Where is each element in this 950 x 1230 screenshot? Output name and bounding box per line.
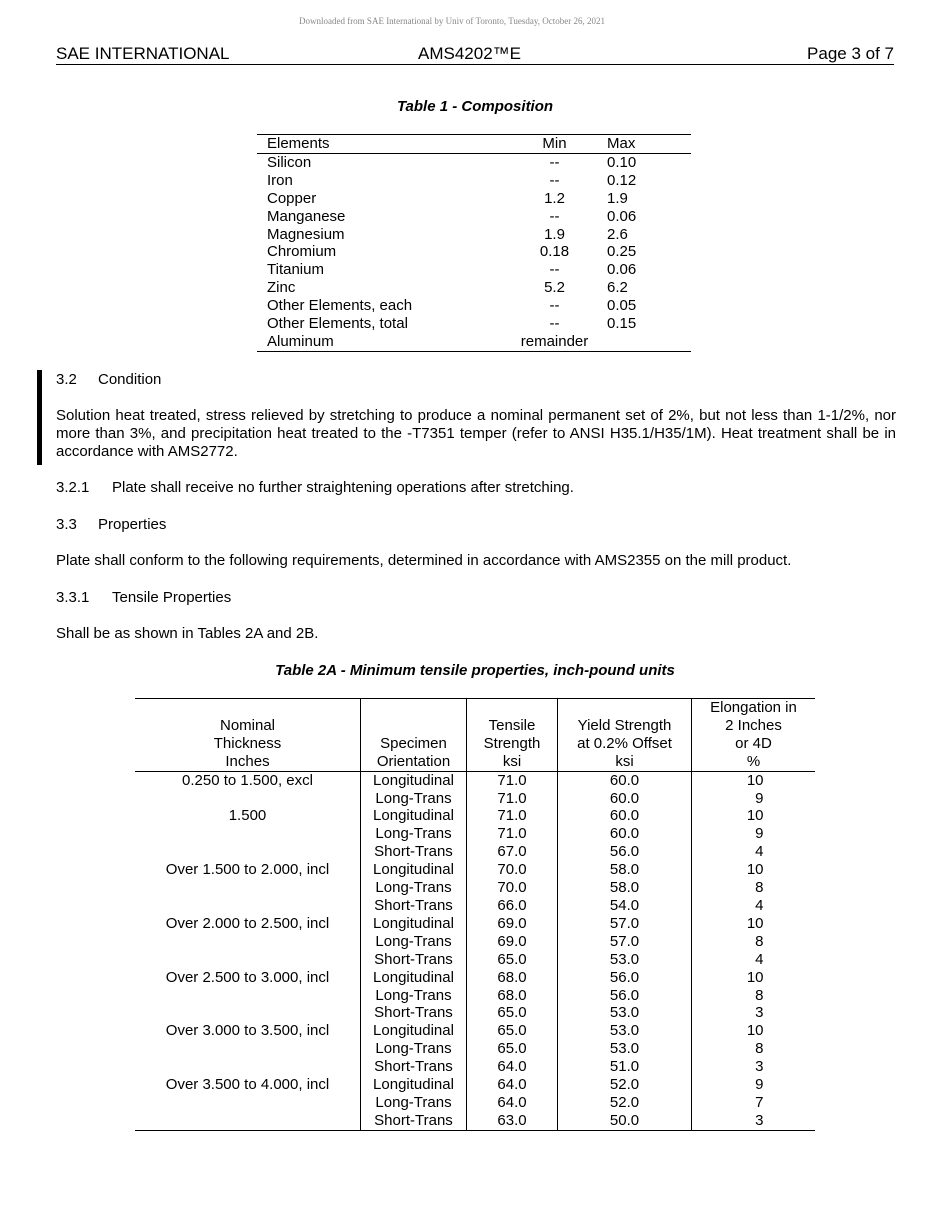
specimen-orientation: Longitudinal (361, 807, 467, 825)
tensile-strength: 69.0 (467, 933, 558, 951)
composition-row (257, 153, 691, 171)
elongation-value: 9 (755, 825, 764, 843)
tensile-strength: 64.0 (467, 1094, 558, 1112)
elongation (692, 1112, 816, 1130)
tensile-row (135, 790, 815, 808)
elongation (692, 987, 816, 1005)
elongation (692, 879, 816, 897)
tensile-row (135, 933, 815, 951)
tensile-row (135, 771, 815, 789)
tensile-row (135, 969, 815, 987)
max-value: 0.12 (607, 171, 637, 189)
specimen-orientation: Short-Trans (361, 1112, 467, 1130)
elongation-value: 10 (746, 861, 764, 879)
tensile-strength: 70.0 (467, 861, 558, 879)
max-value: 0.05 (607, 297, 637, 315)
elongation (692, 933, 816, 951)
element-name: Other Elements, each (267, 297, 413, 315)
composition-row (257, 333, 691, 351)
thickness-range (135, 933, 361, 951)
elongation-value: 10 (746, 771, 764, 789)
thickness-range: Over 3.000 to 3.500, incl (165, 1022, 330, 1040)
max-value: 2.6 (607, 225, 628, 243)
yield-strength: 58.0 (558, 861, 692, 879)
elongation-value: 9 (755, 789, 764, 807)
max-value: 0.15 (607, 315, 637, 333)
section-3-3-text: Plate shall conform to the following requirements, determined in accordance with AMS2355 on the mill product. (56, 552, 792, 569)
elongation-value: 4 (755, 896, 764, 914)
min-value: -- (549, 315, 560, 333)
document-number: AMS4202™E (418, 44, 521, 63)
section-3-3-heading (56, 516, 896, 534)
specimen-orientation: Longitudinal (361, 969, 467, 987)
thickness-range: Over 2.500 to 3.000, incl (165, 968, 330, 986)
composition-header-row (257, 135, 691, 154)
thickness-range: Over 3.500 to 4.000, incl (165, 1076, 330, 1094)
elongation (692, 861, 816, 879)
tensile-row (135, 1004, 815, 1022)
yield-strength: 60.0 (558, 807, 692, 825)
tensile-row (135, 897, 815, 915)
tensile-row (135, 1058, 815, 1076)
yield-strength: 51.0 (558, 1058, 692, 1076)
specimen-orientation: Short-Trans (361, 1058, 467, 1076)
composition-table (257, 134, 691, 352)
max-value: 0.10 (607, 153, 637, 171)
composition-row (257, 261, 691, 279)
yield-strength: 52.0 (558, 1076, 692, 1094)
specimen-orientation: Short-Trans (361, 843, 467, 861)
min-value: 0.18 (539, 243, 570, 261)
section-title: Condition (98, 371, 162, 388)
col-header-min: Min (542, 135, 567, 152)
yield-strength: 60.0 (558, 825, 692, 843)
tensile-strength: 68.0 (467, 969, 558, 987)
elongation (692, 969, 816, 987)
elongation-value: 3 (755, 1004, 764, 1022)
publisher-name: SAE INTERNATIONAL (56, 44, 230, 63)
elongation (692, 771, 816, 789)
yield-strength: 53.0 (558, 951, 692, 969)
col-header-thickness: Nominal Thickness Inches (135, 699, 361, 772)
min-value: 5.2 (544, 279, 565, 297)
section-number: 3.2.1 (56, 479, 90, 496)
composition-row (257, 208, 691, 226)
specimen-orientation: Long-Trans (361, 825, 467, 843)
min-value: remainder (520, 332, 589, 350)
composition-row (257, 315, 691, 333)
tensile-row (135, 1094, 815, 1112)
section-text: Plate shall receive no further straightening operations after stretching. (112, 479, 574, 496)
tensile-strength: 70.0 (467, 879, 558, 897)
section-title: Tensile Properties (112, 589, 232, 606)
elongation-value: 8 (755, 932, 764, 950)
tensile-strength: 65.0 (467, 1040, 558, 1058)
tensile-strength: 69.0 (467, 915, 558, 933)
tensile-row (135, 1022, 815, 1040)
section-3-2-1 (56, 479, 896, 497)
section-number: 3.2 (56, 371, 77, 388)
element-name: Iron (267, 171, 293, 189)
col-header-tensile: Tensile Strength ksi (467, 699, 558, 772)
tensile-row (135, 843, 815, 861)
tensile-strength: 64.0 (467, 1076, 558, 1094)
element-name: Titanium (267, 261, 324, 279)
thickness-range (135, 1112, 361, 1130)
min-value: -- (549, 261, 560, 279)
thickness-range (135, 987, 361, 1005)
tensile-row (135, 1040, 815, 1058)
yield-strength: 57.0 (558, 915, 692, 933)
elongation-value: 8 (755, 986, 764, 1004)
col-header-max: Max (607, 135, 636, 152)
tensile-row (135, 807, 815, 825)
specimen-orientation: Short-Trans (361, 1004, 467, 1022)
tensile-row (135, 861, 815, 879)
composition-row (257, 297, 691, 315)
section-number: 3.3.1 (56, 589, 90, 606)
thickness-range (135, 1058, 361, 1076)
element-name: Silicon (267, 153, 312, 171)
elongation (692, 915, 816, 933)
tensile-row (135, 951, 815, 969)
max-value: 0.06 (607, 207, 637, 225)
thickness-range: Over 2.000 to 2.500, incl (165, 914, 330, 932)
composition-row (257, 190, 691, 208)
yield-strength: 52.0 (558, 1094, 692, 1112)
yield-strength: 60.0 (558, 771, 692, 789)
elongation (692, 1076, 816, 1094)
yield-strength: 60.0 (558, 790, 692, 808)
tensile-strength: 71.0 (467, 807, 558, 825)
tensile-row (135, 879, 815, 897)
min-value: -- (549, 171, 560, 189)
element-name: Manganese (267, 207, 346, 225)
composition-row (257, 279, 691, 297)
element-name: Aluminum (267, 332, 334, 350)
elongation (692, 790, 816, 808)
elongation-value: 10 (746, 1022, 764, 1040)
elongation (692, 843, 816, 861)
thickness-range (135, 790, 361, 808)
elongation-value: 10 (746, 807, 764, 825)
max-value (597, 333, 691, 351)
min-value: -- (549, 297, 560, 315)
specimen-orientation: Long-Trans (361, 987, 467, 1005)
thickness-range (135, 843, 361, 861)
element-name: Magnesium (267, 225, 345, 243)
elongation (692, 1004, 816, 1022)
tensile-row (135, 1076, 815, 1094)
yield-strength: 50.0 (558, 1112, 692, 1130)
tensile-strength: 65.0 (467, 951, 558, 969)
change-bar (37, 370, 42, 465)
specimen-orientation: Long-Trans (361, 879, 467, 897)
elongation (692, 897, 816, 915)
element-name: Chromium (267, 243, 337, 261)
tensile-strength: 71.0 (467, 790, 558, 808)
specimen-orientation: Long-Trans (361, 790, 467, 808)
elongation (692, 1094, 816, 1112)
elongation-value: 7 (755, 1093, 764, 1111)
tensile-strength: 64.0 (467, 1058, 558, 1076)
max-value: 6.2 (607, 279, 628, 297)
yield-strength: 53.0 (558, 1004, 692, 1022)
col-header-elongation: Elongation in 2 Inches or 4D % (692, 699, 816, 772)
thickness-range: Over 1.500 to 2.000, incl (165, 861, 330, 879)
tensile-strength: 71.0 (467, 825, 558, 843)
specimen-orientation: Short-Trans (361, 951, 467, 969)
tensile-strength: 68.0 (467, 987, 558, 1005)
tensile-row (135, 987, 815, 1005)
elongation (692, 1040, 816, 1058)
min-value: -- (549, 207, 560, 225)
specimen-orientation: Longitudinal (361, 1076, 467, 1094)
thickness-range (135, 1094, 361, 1112)
thickness-range (135, 951, 361, 969)
tensile-row (135, 1112, 815, 1130)
tensile-strength: 67.0 (467, 843, 558, 861)
tensile-strength: 65.0 (467, 1004, 558, 1022)
elongation-value: 4 (755, 950, 764, 968)
tensile-row (135, 825, 815, 843)
section-3-2-text: Solution heat treated, stress relieved by stretching to produce a nominal permanent set of 2%, but not less than 1-1/2%, nor more than 3%, and precipitation heat treated to the -T7351 temper (refer to ANSI H35.1/H35/1M). Heat treatment shall be in accordance with AMS2772. (56, 407, 896, 460)
yield-strength: 56.0 (558, 843, 692, 861)
elongation-value: 8 (755, 1040, 764, 1058)
thickness-range: 0.250 to 1.500, excl (182, 771, 313, 789)
section-3-2-heading (56, 371, 896, 389)
yield-strength: 53.0 (558, 1040, 692, 1058)
elongation-value: 3 (755, 1111, 764, 1129)
section-3-3-1-text: Shall be as shown in Tables 2A and 2B. (56, 625, 319, 642)
section-title: Properties (98, 516, 167, 533)
specimen-orientation: Longitudinal (361, 861, 467, 879)
thickness-range (135, 825, 361, 843)
tensile-properties-table (135, 698, 815, 1131)
composition-row (257, 226, 691, 244)
tensile-strength: 71.0 (467, 771, 558, 789)
elongation (692, 825, 816, 843)
col-header-yield: Yield Strength at 0.2% Offset ksi (558, 699, 692, 772)
yield-strength: 58.0 (558, 879, 692, 897)
specimen-orientation: Longitudinal (361, 1022, 467, 1040)
thickness-range: 1.500 (228, 807, 267, 825)
elongation (692, 1058, 816, 1076)
elongation (692, 951, 816, 969)
min-value: 1.2 (544, 189, 565, 207)
elongation-value: 9 (755, 1076, 764, 1094)
min-value: -- (549, 153, 560, 171)
tensile-strength: 66.0 (467, 897, 558, 915)
elongation-value: 10 (746, 914, 764, 932)
elongation-value: 8 (755, 879, 764, 897)
section-number: 3.3 (56, 516, 77, 533)
table1-caption: Table 1 - Composition (396, 98, 554, 115)
page-number: Page 3 of 7 (807, 44, 894, 63)
tensile-header-row (135, 699, 815, 772)
col-header-elements: Elements (267, 135, 330, 152)
specimen-orientation: Long-Trans (361, 933, 467, 951)
elongation-value: 10 (746, 968, 764, 986)
section-3-3-1-heading (56, 589, 896, 607)
composition-row (257, 172, 691, 190)
element-name: Other Elements, total (267, 315, 408, 333)
max-value: 1.9 (607, 189, 628, 207)
yield-strength: 57.0 (558, 933, 692, 951)
max-value: 0.06 (607, 261, 637, 279)
thickness-range (135, 1040, 361, 1058)
composition-row (257, 243, 691, 261)
specimen-orientation: Long-Trans (361, 1094, 467, 1112)
yield-strength: 53.0 (558, 1022, 692, 1040)
yield-strength: 56.0 (558, 969, 692, 987)
specimen-orientation: Longitudinal (361, 771, 467, 789)
element-name: Zinc (267, 279, 296, 297)
download-notice: Downloaded from SAE International by Univ of Toronto, Tuesday, October 26, 2021 (298, 16, 606, 26)
tensile-strength: 63.0 (467, 1112, 558, 1130)
elongation (692, 1022, 816, 1040)
yield-strength: 54.0 (558, 897, 692, 915)
page-header (56, 44, 894, 65)
min-value: 1.9 (544, 225, 565, 243)
specimen-orientation: Longitudinal (361, 915, 467, 933)
tensile-row (135, 915, 815, 933)
col-header-specimen: Specimen Orientation (361, 699, 467, 772)
elongation-value: 4 (755, 843, 764, 861)
specimen-orientation: Short-Trans (361, 897, 467, 915)
yield-strength: 56.0 (558, 987, 692, 1005)
elongation (692, 807, 816, 825)
specimen-orientation: Long-Trans (361, 1040, 467, 1058)
tensile-strength: 65.0 (467, 1022, 558, 1040)
thickness-range (135, 1004, 361, 1022)
thickness-range (135, 879, 361, 897)
thickness-range (135, 897, 361, 915)
table2a-caption: Table 2A - Minimum tensile properties, inch-pound units (275, 662, 675, 679)
elongation-value: 3 (755, 1058, 764, 1076)
max-value: 0.25 (607, 243, 637, 261)
element-name: Copper (267, 189, 317, 207)
